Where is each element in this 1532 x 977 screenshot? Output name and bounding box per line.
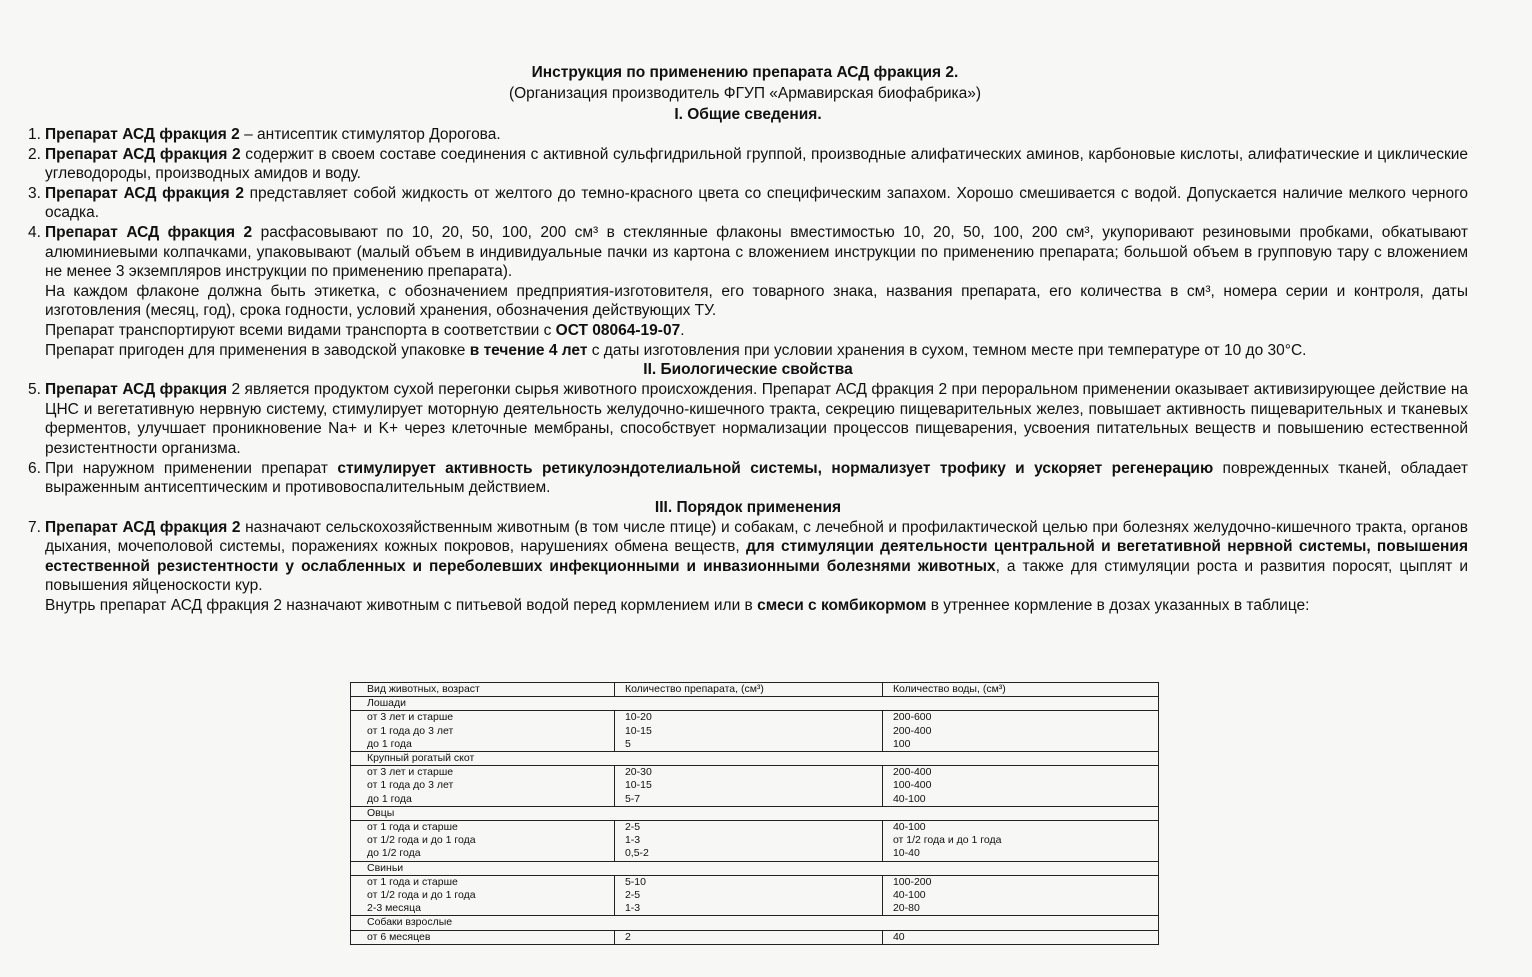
cell-line: 100: [892, 737, 911, 750]
list-item-3: [28, 184, 1468, 223]
item-text: назначают сельскохозяйственным животным (в том числе птице) и собакам, с лечебной и профилактической целью при болезнях желудочно-кишечного тракта, органов дыхания, мочеполовой системы, поражениях кожных покровов, нарушениях обмена веществ,: [45, 518, 1468, 556]
table-group-row: [351, 752, 1159, 766]
table-group-row: [351, 697, 1159, 711]
drug-name: Препарат АСД фракция 2: [45, 223, 253, 241]
cell-line: от 1 года и старше: [367, 821, 458, 834]
item-text: – антисептик стимулятор Дорогова.: [239, 126, 501, 143]
emphasis-text: стимулирует активность ретикулоэндотелиальной системы, нормализует трофику и ускоряет регенерацию: [337, 459, 1214, 477]
cell-line: от 1/2 года и до 1 года: [367, 834, 476, 847]
cell-line: от 1 года до 3 лет: [367, 779, 454, 792]
emphasis-text: смеси с комбикормом: [757, 597, 927, 615]
cell-line: от 1/2 года и до 1 года: [367, 889, 476, 902]
age-cell: [351, 930, 615, 944]
drug-amount-cell: [614, 821, 882, 862]
cell-line: от 1 года до 3 лет: [367, 724, 454, 737]
item-number: 1.: [28, 126, 41, 143]
cell-line: 10-15: [624, 779, 652, 792]
table-row: [351, 766, 1159, 807]
para-end: в утреннее кормление в дозах указанных в таблице:: [926, 597, 1310, 615]
cell-line: 100-400: [892, 779, 932, 792]
item-text: 2 является продуктом сухой перегонки сырья животного происхождения. Препарат АСД фракция 2 при пероральном применении оказывает активизирующее действие на ЦНС и вегетативную нервную систему, стимулирует моторную деятельность желудочно-кишечного тракта, секрецию пищеварительных желез, повышает активность пищеварительных и тканевых ферментов, улучшает проникновение Na+ и K+ через клеточные мембраны, способствует нормализации процессов пищеварения, усвоения питательных веществ и повышению естественной резистентности организма.: [45, 381, 1468, 457]
document-subtitle: (Организация производитель ФГУП «Армавирская биофабрика»): [508, 85, 982, 102]
cell-line: 200-400: [892, 724, 932, 737]
cell-line: 100-200: [892, 875, 932, 888]
paragraph-label-info: На каждом флаконе должна быть этикетка, с обозначением предприятия-изготовителя, его товарного знака, названия препарата, его количества в см³, номера серии и контроля, даты изготовления (месяц, год), срока годности, условий хранения, обозначения действующих ТУ.: [45, 282, 1468, 320]
animal-group-name: Свиньи: [351, 861, 1159, 875]
table-row: [351, 711, 1159, 752]
drug-name: Препарат АСД фракция 2: [45, 184, 244, 202]
drug-name: Препарат АСД фракция 2: [45, 145, 241, 163]
cell-line: от 1 года и старше: [367, 875, 458, 888]
cell-line: 10-40: [892, 847, 920, 860]
para-text: Препарат пригоден для применения в заводской упаковке: [45, 341, 470, 359]
cell-line: 2-5: [624, 889, 641, 902]
cell-line: 20-30: [624, 766, 652, 779]
cell-line: от 1/2 года и до 1 года: [892, 834, 1002, 847]
drug-amount-cell: [614, 711, 882, 752]
age-cell: [351, 711, 615, 752]
animal-group-name: Овцы: [351, 806, 1159, 820]
cell-line: 5: [624, 737, 631, 750]
item-text: расфасовывают по 10, 20, 50, 100, 200 см³ в стеклянные флаконы вместимостью 10, 20, 50, 100, 200 см³, укупоривают резиновыми пробками, обкатывают алюминиевыми колпачками, упаковывают (малый объем в индивидуальные пачки из картона с вложением инструкции по применению препарата; большой объем в групповую тару с вложением не менее 3 экземпляров инструкции по применению препарата).: [45, 223, 1468, 281]
drug-amount-cell: [614, 930, 882, 944]
animal-group-name: Крупный рогатый скот: [351, 752, 1159, 766]
paragraph-shelf-life: [28, 341, 1468, 361]
table-group-row: [351, 806, 1159, 820]
document-title: Инструкция по применению препарата АСД фракция 2.: [531, 64, 959, 81]
water-amount-cell: [882, 821, 1158, 862]
column-header-water: Количество воды, (см³): [882, 683, 1158, 697]
list-item-2: [28, 145, 1468, 184]
cell-line: 5-7: [624, 792, 641, 805]
cell-line: от 3 лет и старше: [367, 766, 454, 779]
table-row: [351, 930, 1159, 944]
cell-line: 10-20: [624, 711, 652, 724]
column-header-animal: Вид животных, возраст: [351, 683, 615, 697]
section-heading-general: I. Общие сведения.: [674, 106, 822, 123]
table-row: [351, 821, 1159, 862]
para-text: Внутрь препарат АСД фракция 2 назначают животным с питьевой водой перед кормлением или в: [45, 597, 758, 615]
cell-line: 0,5-2: [624, 847, 649, 860]
animal-group-name: Лошади: [351, 697, 1159, 711]
cell-line: 200-400: [892, 766, 932, 779]
standard-code: ОСТ 08064-19-07: [555, 321, 681, 339]
animal-group-name: Собаки взрослые: [351, 916, 1159, 930]
drug-name: Препарат АСД фракция 2: [45, 518, 241, 536]
para-end: с даты изготовления при условии хранения в сухом, темном месте при температуре от 10 до 30°С.: [587, 341, 1307, 359]
list-item-1: [28, 125, 1468, 145]
list-item-5: [28, 380, 1468, 458]
cell-line: до 1/2 года: [367, 847, 421, 860]
section-heading-usage: III. Порядок применения: [654, 498, 842, 516]
cell-line: 200-600: [892, 711, 932, 724]
drug-name: Препарат АСД фракция 2: [45, 126, 240, 143]
cell-line: 40-100: [892, 889, 926, 902]
shelf-life: в течение 4 лет: [469, 341, 588, 359]
item-text: При наружном применении препарат: [45, 459, 338, 477]
column-header-drug: Количество препарата, (см³): [614, 683, 882, 697]
list-item-6: [28, 459, 1468, 498]
list-item-7: [28, 518, 1468, 596]
cell-line: от 6 месяцев: [367, 930, 431, 943]
age-cell: [351, 875, 615, 916]
item-number: 4.: [28, 223, 41, 241]
cell-line: до 1 года: [367, 792, 412, 805]
document-body: [28, 105, 1468, 616]
cell-line: от 3 лет и старше: [367, 711, 454, 724]
item-number: 7.: [28, 518, 41, 536]
paragraph-dosage: [28, 596, 1468, 616]
table-group-row: [351, 861, 1159, 875]
item-end: , а также для стимуляции роста и развития поросят, цыплят и повышения яйценоскости кур.: [45, 557, 1468, 595]
cell-line: 20-80: [892, 902, 920, 915]
water-amount-cell: [882, 766, 1158, 807]
cell-line: 10-15: [624, 724, 652, 737]
item-number: 2.: [28, 145, 41, 163]
table-header-row: [351, 683, 1159, 697]
drug-amount-cell: [614, 766, 882, 807]
water-amount-cell: [882, 875, 1158, 916]
age-cell: [351, 821, 615, 862]
list-item-4: [28, 223, 1468, 282]
item-number: 6.: [28, 459, 41, 477]
item-number: 3.: [28, 184, 41, 202]
cell-line: 2-3 месяца: [367, 902, 421, 915]
paragraph-transport: [28, 321, 1468, 341]
item-text: содержит в своем составе соединения с активной сульфгидрильной группой, производные алифатических аминов, карбоновые кислоты, алифатические и циклические углеводороды, производных амидов и воду.: [45, 145, 1469, 183]
item-number: 5.: [28, 381, 41, 399]
cell-line: 2-5: [624, 821, 641, 834]
age-cell: [351, 766, 615, 807]
cell-line: 1-3: [624, 902, 641, 915]
dosage-table-wrapper: [350, 682, 1159, 945]
cell-line: 40: [892, 930, 905, 943]
para-end: .: [680, 321, 685, 339]
document-header: [0, 62, 1490, 104]
cell-line: 1-3: [624, 834, 641, 847]
drug-amount-cell: [614, 875, 882, 916]
cell-line: 40-100: [892, 792, 926, 805]
table-row: [351, 875, 1159, 916]
cell-line: 5-10: [624, 875, 646, 888]
section-heading-bio: II. Биологические свойства: [643, 361, 853, 379]
item-end: поврежденных тканей, обладает выраженным антисептическим и противовоспалительным действием.: [45, 459, 1468, 497]
water-amount-cell: [882, 711, 1158, 752]
para-text: Препарат транспортируют всеми видами транспорта в соответствии с: [45, 321, 556, 339]
table-group-row: [351, 916, 1159, 930]
cell-line: до 1 года: [367, 737, 412, 750]
emphasis-text: для стимуляции деятельности центральной и вегетативной нервной системы, повышения естественной резистентности у ослабленных и переболевших инфекционными и инвазионными болезнями животных: [45, 538, 1468, 575]
item-text: представляет собой жидкость от желтого до темно-красного цвета со специфическим запахом. Хорошо смешивается с водой. Допускается наличие мелкого черного осадка.: [45, 184, 1469, 222]
drug-name: Препарат АСД фракция: [45, 381, 228, 399]
dosage-table: [350, 682, 1159, 945]
water-amount-cell: [882, 930, 1158, 944]
cell-line: 40-100: [892, 821, 926, 834]
cell-line: 2: [624, 930, 631, 943]
